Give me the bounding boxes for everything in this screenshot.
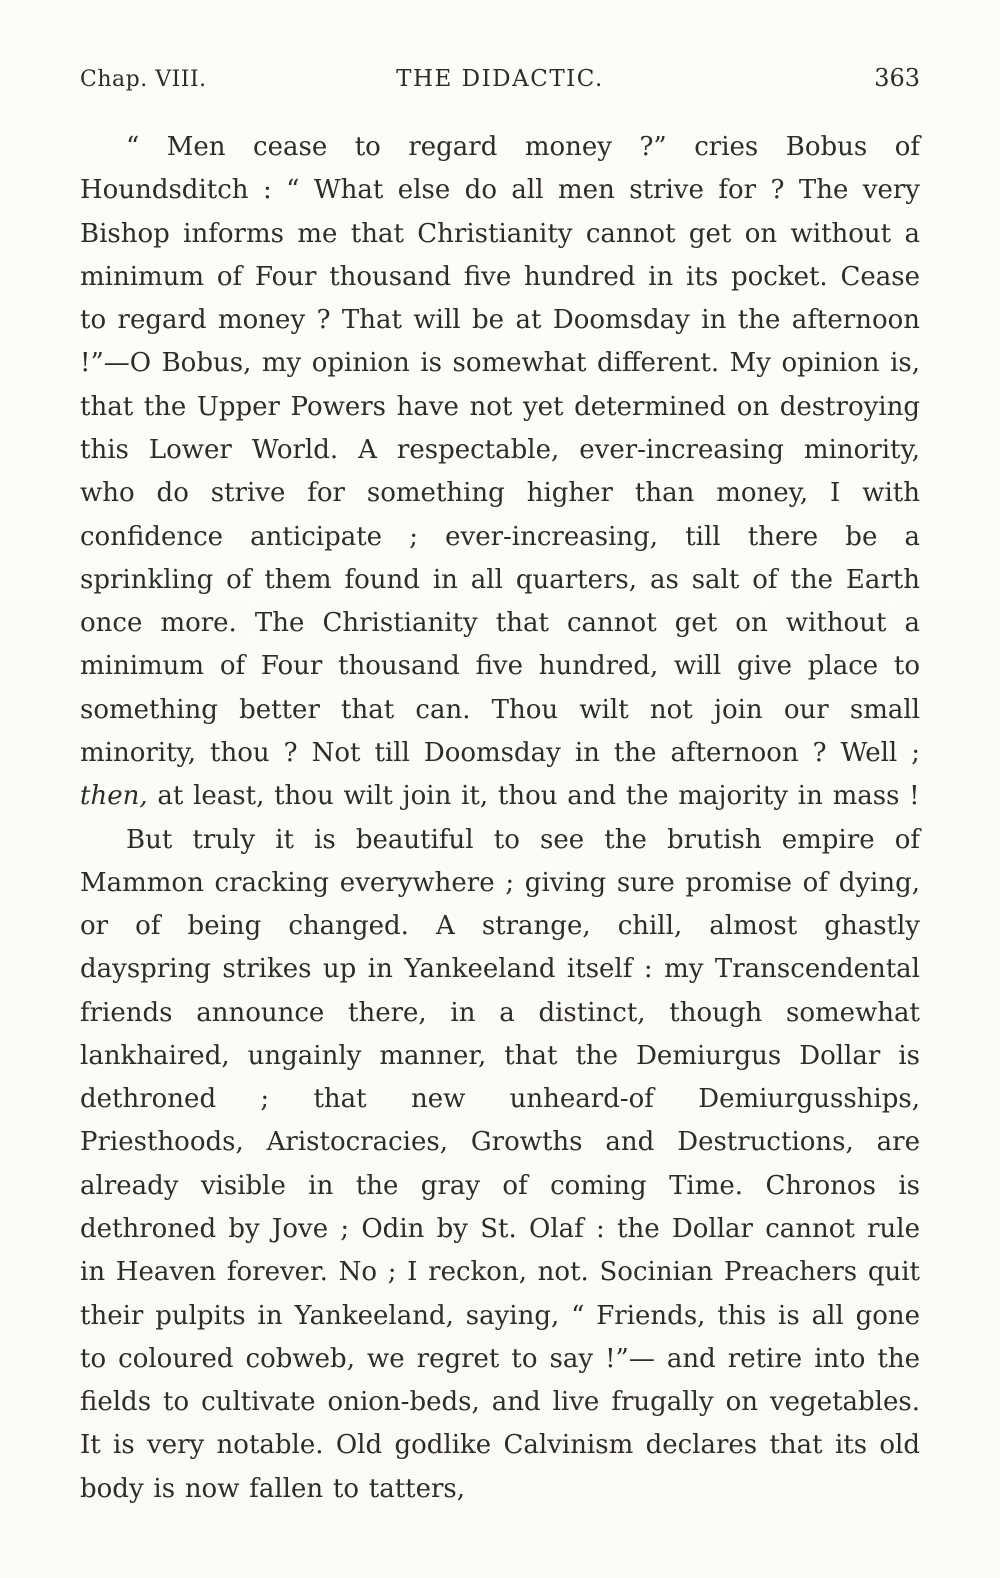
chapter-label: Chap. VIII. — [80, 67, 207, 92]
paragraph: But truly it is beautiful to see the brutish empire of Mammon cracking everywhere ; giving sure promise of dying, or of being changed. A strange, chill, almost ghastly dayspring strikes up in Yankeeland itself : my Transcendental friends announce there, in a distinct, though somewhat lankhaired, ungainly manner, that the Demiurgus Dollar is dethroned ; that new unheard-of Demiurgusships, Priesthoods, Aristocracies, Growths and Destructions, are already visible in the gray of coming Time. Chronos is dethroned by Jove ; Odin by St. Olaf : the Dollar cannot rule in Heaven forever. No ; I reckon, not. Socinian Preachers quit their pulpits in Yankeeland, saying, “ Friends, this is all gone to coloured cobweb, we regret to say !”— and retire into the fields to cultivate onion-beds, and live frugally on vegetables. It is very notable. Old godlike Calvinism declares that its old body is now fallen to tatters, — [80, 824, 920, 1504]
running-header — [80, 64, 920, 92]
paragraph: “ Men cease to regard money ?” cries Bobus of Houndsditch : “ What else do all men strive for ? The very Bishop informs me that Christianity cannot get on without a minimum of Four thousand five hundred in its pocket. Cease to regard money ? That will be at Doomsday in the afternoon !”—O Bobus, my opinion is somewhat different. My opinion is, that the Upper Powers have not yet determined on destroying this Lower World. A respectable, ever-increasing minority, who do strive for something higher than money, I with confidence anticipate ; ever-increasing, till there be a sprinkling of them found in all quarters, as salt of the Earth once more. The Christianity that cannot get on without a minimum of Four thousand five hundred, will give place to something better that can. Thou wilt not join our small minority, thou ? Not till Doomsday in the afternoon ? Well ; then, at least, thou wilt join it, thou and the majority in mass ! — [80, 132, 920, 812]
page-number: 363 — [874, 64, 920, 92]
page-title: THE DIDACTIC. — [396, 66, 604, 92]
body-text — [80, 126, 920, 1511]
